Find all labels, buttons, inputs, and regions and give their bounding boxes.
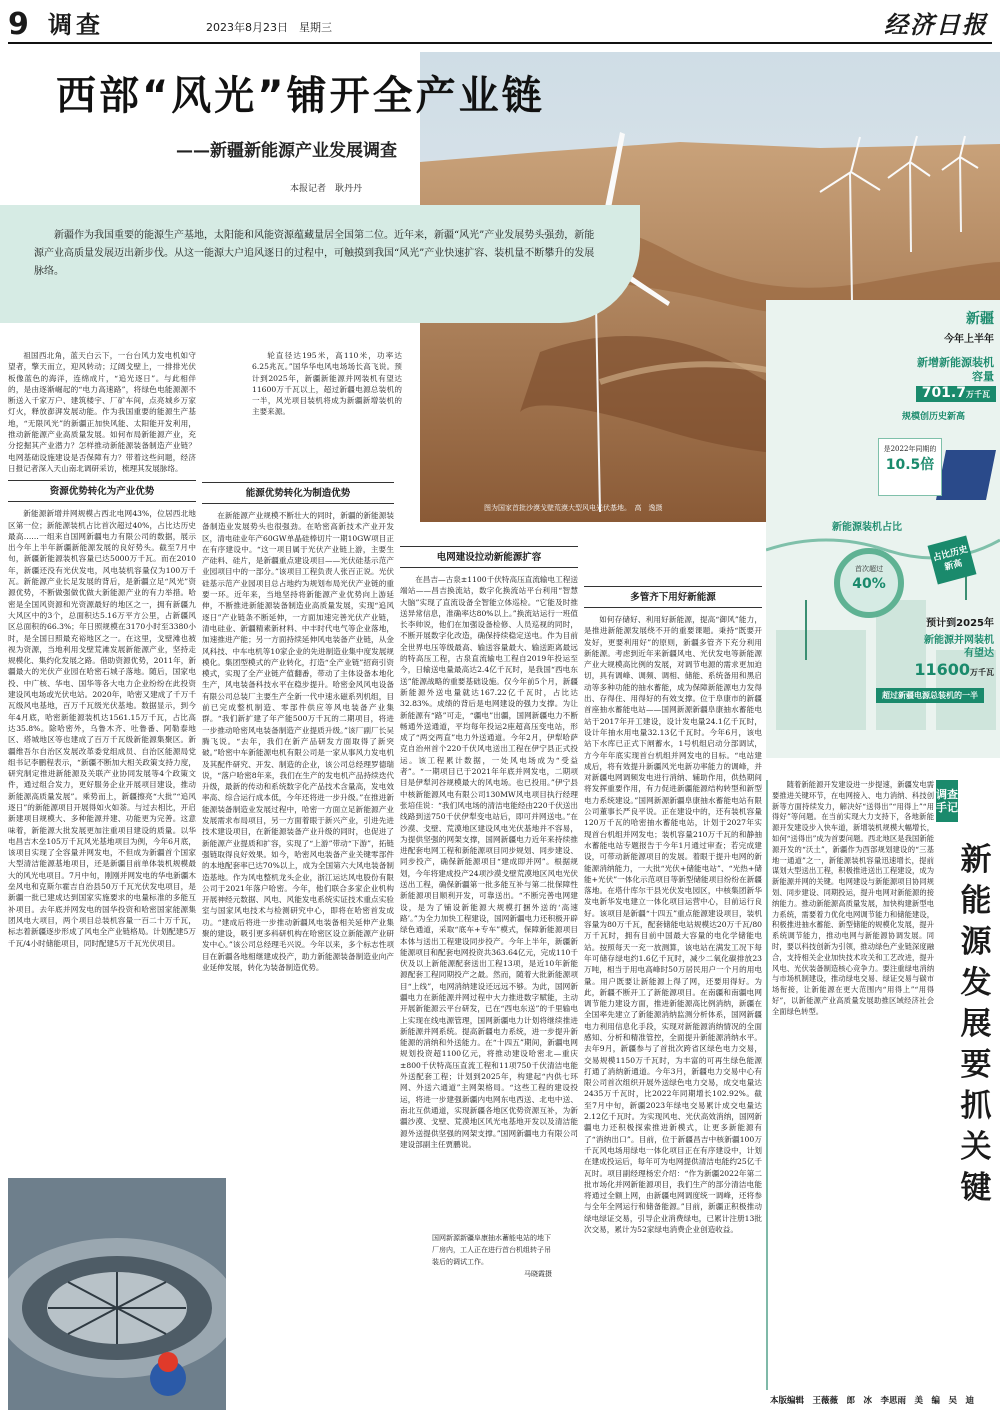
subheading-resource: 资源优势转化为产业优势 [8,480,196,502]
notes-title: 新能源发展要抓关键 [960,842,992,1206]
column-2-top [202,350,402,478]
info-share-ring: 首次超过 40% [834,548,904,618]
article-title: 西部“风光”铺开全产业链 [56,73,545,119]
photo2-caption: 国网新源新疆阜康抽水蓄能电站的地下厂房内，工人正在进行首台机组转子吊装后的调试工作。 马晓霞摄 [432,1234,552,1278]
photo-caption: 图为国家首批沙漠戈壁荒漠大型风电光伏基地。 高 逸摄 [484,504,663,512]
subheading-manufacturing: 能源优势转化为制造优势 [202,482,394,504]
reporter-notes [766,780,1000,1390]
section1-body: 新能源新增并网规模占西北电网43%，位居西北地区第一位；新能源装机占比首次超过40%，占比达历史最高……一组来自国网新疆电力有限公司的数据，展示出今年上半年新疆新能源发展的良好势头。截至7月中旬，新疆新能源装机容量已达5000万千瓦。而在2010年，新疆还没有光伏发电，风电装机容量仅为100万千瓦。新能源产业长足发展的背后，是新疆立足“风光”资源优势，不断做强做优做大新能源产业的有力举措。哈密是全国风资源和光资源最好的地区之一，拥有新疆九大风区中的3个，总面积达5.16万平方公里，占新疆风区总面积的66.3%；年日照规模在3170小时至3380小时，是全国日照最充裕地区之一。在这里，戈壁滩也被视为资源，当地利用戈壁荒滩发展新能源产业，坚持走规模化、集约化发展之路。借助资源优势，2011年，新疆最大的光伏产业园在哈密石城子落地。随后，国家电投、中广核、华电、国华等各大电力企业纷纷在此投资建设风电场或光伏电站。2020年，哈密又建成了千万千瓦级风电基地，百万千瓦级光伏基地。数据显示，到今年4月底，哈密新能源装机达1561.15万千瓦，占比高达35.8%。除哈密外，乌鲁木齐、吐鲁番、阿勒泰地区、塔城地区等也建成了百万千瓦级新能源集聚区。新疆维吾尔自治区发展改革委党组成员、自治区能源局党组书记李鹏程表示，“新疆不断加大相关政策支持力度，研究制定推进新能源及关联产业协同发展等4个政策文件，通过组合发力，更好服务企业开展项目建设，推动新能源高质量发展”。乘势而上，新疆擦亮“大批”“追风逐日”的新能源项目开展得如火如荼。与过去相比，开启新建项目规模大、多种能源并建、功能更为完善。这意味着，新能源大批发展更加注重项目建设的质量。以华电昌吉木垒105万千瓦风光基地项目为例，今年6月底，该项目实现了全容量并网发电，不但成为新疆首个国家大型清洁能源基地项目，还是新疆目前单体装机规模最大的风光电项目。7月中旬，刚刚并网发电的华电新疆木垒风电和克斯尔霍吉自治县50万千瓦光伏发电项目，是新疆一批已建成达到国家实施要求的电量标准的多能互补项目。去年底并网发电的国华投资和哈密国家能源集团风电大项目，两个项目总装机容量一百二十万千瓦，标志着新疆逐步形成了风电全产业链格局。计划配建5万千瓦/4小时储能项目，同时配建5万千瓦光伏项目。 [8,509,196,948]
column-3 [400,540,578,1240]
column-4 [584,580,762,1410]
info-forecast2: 新能源并网装机有望达 [924,635,994,659]
article-subtitle: ——新疆新能源产业发展调查 [176,141,397,161]
info-added-label: 新增新能源装机容量 [917,356,994,383]
col2-top-text: 轮直径达195米，高110米，功率达6.25兆瓦。”国华华电风电场场长高飞说。预计到2025年，新疆新能源并网装机有望达11600万千瓦以上，超过新疆电源总装机的一半，风光项目装机将成为新疆新增装机的主要来源。 [252,351,402,417]
subheading-utilization: 多管齐下用好新能源 [584,586,762,608]
issue-date: 2023年8月23日 星期三 [206,21,332,34]
info-record: 规模创历史新高 [902,412,966,422]
column-2 [202,476,394,1182]
info-growth-box: 是2022年同期的 10.5倍 [878,438,942,496]
page-header [8,8,992,44]
info-period: 今年上半年 [944,334,994,345]
section3-body: 在昌吉—古泉±1100千伏特高压直流输电工程送端站——昌吉换流站，数字化换流站平台利用“智慧大脑”实现了直流设备全智能立体巡检。“它能及时推送异常信息，准确率达80%以上。”换流站运行一班值长李帅说，他们在加强设备检修、人员巡视的同时，不断开展数字化改造，确保持续稳定送电。作为目前全世界电压等级最高、输送容量最大、输送距离最远的特高压工程，古泉直流输电工程自2019年投运至今，日输送电量最高达2.4亿千瓦时，是我国“西电东送”能源战略的重要基础设施。仅今年前5个月，新疆新能源外送电量就达167.22亿千瓦时，占比达32.83%。成绩的背后是电网建设的强力支撑。为让新能源有“路”可走，“疆电”出疆，国网新疆电力不断畅通外送通道，平均每年投运2座超高压变电站，形成了“两交两直”电力外送通道。今年2月，伊犁哈萨克自治州首个220千伏风电送出工程在伊宁县正式投运。该工程累计数据，一处风电场成为“受益者”。“一期项目已于2021年年底并网发电，二期项目是伊犁河谷规模最大的风电场。也已投用。”伊宁县中核新能源风电有限公司130MW风电项目执行经理张培佳说：“我们风电场的清洁电能经由220千伏送出线路到送750千伏伊犁变电站后，即可并网送电。”在沙漠、戈壁、荒漠地区建设风电光伏基地并不容易，为提供坚强的网架支撑，国网新疆电力近年来持续推进配套电网工程和新能源项目同步规划、同步建设、同步投产，确保新能源项目“建成即并网”。根据规划，今年将建成投产24项沙漠戈壁荒漠地区风电光伏送出工程，确保新疆第一批多能互补与第二批保障性新能源项目顺利开发，可靠送出。“不断完善电网建设，是为了铺设新能源大规模打捆外送的‘高速路’。”为全力加快工程建设，国网新疆电力还积极开辟绿色通道，采取“底车+专车”模式，保障新能源项目本体与送出工程建设同步投产。今年上半年，新疆新能源项目和配套电网投资共363.64亿元，完成110千伏及以上新能源配套送出工程13项，是近10年新能源配套工程同期投产之最。然而，随着大批新能源项目“上线”，电网消纳建设还远远不够。为此，国网新疆电力在新能源并网过程中大力推进数字赋能，主动开展新能源云平台研发，已在“西电东送”的千里输电上实现在线电源管理，国网新疆电力计划将继续推进新能源并网系统。提高新疆电力系统，进一步提升新能源的消纳和外送能力。在“十四五”期间，新疆电网规划投资超1100亿元，将推动建设哈密北—重庆±800千伏特高压直流工程和11项750千伏清洁电能外送配套工程；计划到2025年，构建起“内供七环网、外送六通道”主网架格局。“这些工程的建设投运，将进一步建强新疆内电网东电西送、北电中送、南北互供通道，实现新疆各地区优势资源互补，为新疆沙漠、戈壁、荒漠地区风光电基地开发以及清洁能源外送提供坚强的网架支撑。”国网新疆电力有限公司建设部副主任贾鹏说。 [400,575,578,1149]
page-footer: 本版编辑 王薇薇 郎 冰 李思雨 美 编 吴 迪 [770,1396,975,1406]
notes-tag: 调查手记 [936,780,958,822]
byline: 本报记者 耿丹丹 [290,184,363,194]
pumped-storage-photo [8,1178,226,1410]
intro-paragraph: 祖国西北角，蓝天白云下，一台台风力发电机如守望者，擎天而立，迎风转动；辽阔戈壁上，一排排光伏板像蓝色的海洋，连绵成片，“追光逐日”。与此相伴的，是由逐渐崛起的“电力高速路”，将绿色电能源源不断送入千家万户、建筑楼宇、厂矿车间，点亮城乡万家灯火，释放澎湃发展动能。作为我国重要的能源生产基地，“无限风光”的新疆正加快风能、太阳能开发利用，推动新能源产业高质量发展。如何布局新能源产业，充分挖掘其产业潜力？怎样推动新能源装备制造产业链？电网基础设施建设是否保障有力？带着这些问题，经济日报记者深入天山南北调研采访，梳理其发展脉络。 [8,351,196,473]
infographic-panel [766,300,1000,758]
lead-paragraph: 新疆作为我国重要的能源生产基地，太阳能和风能资源蕴藏量居全国第二位。近年来，新疆“风光”产业发展势头强劲，新能源产业高质量发展迈出新步伐。从这一能源大户追风逐日的过程中，可触摸到我国“风光”产业快速扩容、装机量不断攀升的发展脉络。 [0,205,640,323]
subheading-grid: 电网建设拉动新能源扩容 [400,546,578,568]
info-share-badge: 占比历史新高 [928,536,977,585]
section-name: 调查 [48,11,104,39]
section4-body: 如何存储好、利用好新能源，提高“御风”能力，是推进新能源发展绕不开的重要课题。秉持“既要开发好，更要利用好”的原则，新疆多管齐下充分利用新能源。考虑到近年来新疆风电、光伏发电等新能源产业大规模高比例的发展，对调节电源的需求更加迫切，具有调峰、调频、调相、储能、系统备用和黑启动等多种功能的抽水蓄能，成为保障新能源电力发得出、存得住、用得好的有效支撑。位于阜康市的新疆首座抽水蓄能电站——国网新源新疆阜康抽水蓄能电站于2017年开工建设，设计发电量24.1亿千瓦时，设计年抽水用电量32.13亿千瓦时。今年6月，该电站下水库已正式下闸蓄水，1号机组启动分部调试，方今年年底实现首台机组并网发电的目标。“电站建成后，将有效提升新疆风光电新功率能力的调峰，并对新疆电网调频发电进行消纳、辅助作用，供热期间将发挥重要作用，有力促进新疆能源结构转型和新型电力系统建设。”国网新源新疆阜康抽水蓄能电站有限公司董事长严良平说。正在建设中的，还有装机容量120万千瓦的哈密抽水蓄能电站，计划于2027年实现首台机组并网发电；装机容量210万千瓦的和静抽水蓄能电站专题报告于今年1月通过审查；若完成建设，可带动新能源项目的发展。着眼于提升电网的新能源消纳能力，一大批“光伏+储能电站”、“光热+储能+光伏”一体化示范项目等新型储能项目纷纷在新疆落地。在塔什库尔干县光伏发电园区，中核集团新华发电新华发电建立一体化项目运营中心，目前运行良好。该项目是新疆“十四五”重点能源建设项目，装机容量为80万千瓦，配套储能电站规模达20万千瓦/80万千瓦时，拥有目前中国最大容量的电化学储能电站。按照每天一充一放测算，该电站在满发工况下每年可储存绿电约1.6亿千瓦时，减少二氧化碳排放23万吨，相当于用电高峰时50万居民用户一个月的用电量。用户既要让新能源上得了网，还要用得好。为此，新疆不断开工了新能源项目。在南疆和南疆电网调节能力建设方面，推进新能源高比例消纳，新疆在全国率先建立了新能源消纳监测分析体系，国网新疆电力利用信息化手段，实现对新能源消纳情况的全面感知、分析和精准管控，全面提升新能源消纳水平。去年9月，新疆参与了首批次跨省区绿色电力交易，交易规模1150万千瓦时，为丰富的可再生绿色能源打通了消纳新通道。今年3月，新疆电力交易中心有限公司首次组织开展外送绿色电力交易，成交电量达2435万千瓦时，比2022年同期增长102.92%。截至7月中旬，新疆2023年绿电交易累计成交电量达2.12亿千瓦时。为实现风电、光伏高效消纳，国网新疆电力还积极探索推进新模式，让更多新能源有了“消纳出口”。目前，位于新疆昌吉中核新疆100万千瓦风电场用绿电一体化项目正在有序建设中，计划在建成投运后，每年可为电网提供清洁电能约25亿千瓦时。项目副经理杨宏介绍：“作为新疆2022年第二批市场化并网新能源项目，我们生产的部分清洁电能将通过全额上网，由新疆电网调度统一调峰，还将参与全年全网运行和储备能源。”目前，新疆正积极推动绿电绿证交易，引导企业消费绿电，已累计注册13批次交易，累计为52家绿电消费企业创造收益。 [584,615,762,1235]
info-share-label: 新能源装机占比 [832,522,902,533]
info-forecast-note: 超过新疆电源总装机的一半 [876,688,984,703]
info-added-figure: 701.7万千瓦 [916,386,996,402]
page-number: 9 [8,7,29,42]
info-forecast1: 预计到2025年 [926,618,994,629]
section2-body: 在新能源产业规模不断壮大的同时，新疆的新能源装备制造业发展势头也很强劲。在哈密高新技术产业开发区，清电硅业年产60GW单晶硅棒切片一期10GW项目正在有序建设中。“这一项目属于光伏产业链上游，主要生产硅料、硅片，是新疆重点建设项目——光伏硅基示范产业园项目中的一部分。”该项目工程负责人张百正说。光伏硅基示范产业园项目总占地约为规划布局光伏产业链的重要一环。近年来，当地坚持将新能源产业优势向上游延伸，不断推进新能源装备制造业高质量发展，实现“追风逐日”产业链条不断延伸，一方面加速完善光伏产业链，清电硅业、新疆精素新材料、中丰时代电气等企业落地，加速推进产能；另一方面持续延伸风电装备产业链，从金风科技、中车电机等10家企业的先进制造业集中度发展规模化。集团型模式的产业转化，打造“全产业链”招商引资模式，实现了全产业链产值翻番，带动了主体设备本地化生产，风电装备科技水平在稳步提升。哈密金风风电设备有限公司总装厂主要生产全新一代中速永磁系列机组，目前已完成整机制造、零部件供应等风电装备产业集群。“我们新扩建了年产能500万千瓦的二期项目，将进一步推动哈密风电装备制造产业提质升级。”该厂副厂长吴腾飞说。“去年，我们在新产品研发方面取得了新突破。”哈密中车新能源电机有限公司是一家从事风力发电机及其配件研究、开发、制造的企业，该公司总经理罗德瑞说，“落户哈密8年来，我们在生产的发电机产品持续迭代升级，最新的传动和系统数字化产品技术含量高，发电效率高、综合运行成本低，今年还将进一步升级。”在推进新能源装备制造业发展过程中，哈密一方面立足新能源产业发展需求布局项目，另一方面着眼于新兴产业，引进先进技术建设项目，在新能源装备产业升级的同时，也促进了新能源产业提质和扩容，实现了“上游”带动“下游”，拓链强链取得良好效果。如今，哈密风电装备产业关键零部件的本地配套率已达70%以上，成为全国第六大风电装备制造基地。作为风电整机龙头企业，浙江运达风电股份有限公司于2021年落户哈密。今年，他们联合多家企业机构开展神经元数据、风电、风能发电系统实证技术重点实验室与国家风电技术与检测研究中心，即将在哈密首发成功。“建成后将进一步推动新疆风电装备相关延伸产业集聚的建设，吸引更多科研机构在哈密区设立新能源产业研发中心。”该公司总经理毛兴说。今年以来，多个标志性项目在新疆各地相继建成投产，助力新能源装备制造业向产业延伸发展，转化为装备制造优势。 [202,511,394,972]
newspaper-logo: 经济日报 [884,10,988,39]
notes-body: 随着新能源开发建设进一步提速，新疆发电需要推进关键环节，在电网接入、电力消纳、科技创新等方面持续发力，解决好“送得出”“用得上”“用得好”等问题。在当前实现大力支持下，各地新能源开发建设步入快车道，新增装机规模大幅增长，如何“送得出”成为首要问题。西北地区是我国新能源开发的“沃土”，新疆作为西部规划建设的“三基地一通道”之一，新能源装机容量迅速增长，提前谋划大型送出工程，积极推进送出工程建设，成为新能源并网的关键。电网建设与新能源项目协同规划、同步建设、同期投运，提升电网对新能源的接纳能力。推动新能源高质量发展，加快构建新型电力系统，需要着力优化电网调节能力和储能建设，积极推进抽水蓄能、新型储能的规模化发展，提升系统调节能力，推动电网与新能源协调发展。同时，要以科技创新为引领，推动绿色产业链深度融合，支持相关企业加快技术攻关和工艺改进，提升风电、光伏装备制造核心竞争力。要注重绿电消纳与市场机制建设，推动绿电交易、绿证交易与碳市场衔接，让新能源在更大范围内“用得上”“用得好”，以新能源产业高质量发展助推区域经济社会全面绿色转型。 [772,780,934,1016]
column-1 [8,350,196,1180]
info-forecast-figure: 11600万千瓦 [914,660,994,679]
info-region: 新疆 [966,311,994,327]
